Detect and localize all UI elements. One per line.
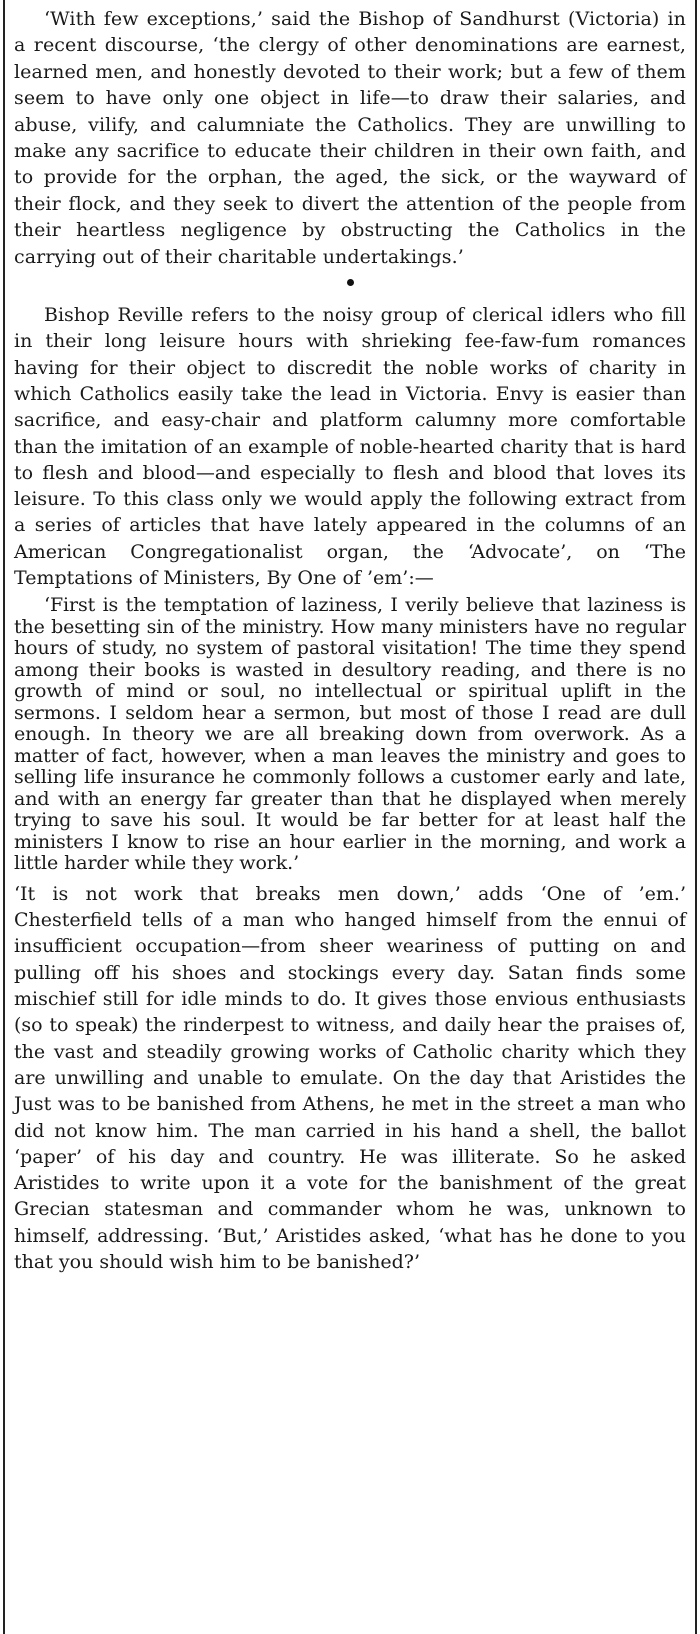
paragraph-bishop-quote: ‘With few exceptions,’ said the Bishop of Sandhurst (Victoria) in a recent discourse, ‘the clergy of other denominations are earnest, learned men, and honestly devoted to their work; but a few of them seem to have only one object in life—to draw their salaries, and abuse, vilify, and calumniate the Catholics. They are unwilling to make any sacrifice to educate their children in their own faith, and to provide for the orphan, the aged, the sick, or the wayward of their flock, and they seek to divert the attention of the people from their heartless negligence by obstructing the Catholics in the carrying out of their charitable undertakings.’ [14,8,686,268]
separator-dot-icon [347,279,354,286]
paragraph-advocate-extract: ‘First is the temptation of laziness, I verily believe that laziness is the besetting sin of the ministry. How many ministers have no regular hours of study, no system of pastoral visitation! The time they spend among their books is wasted in desultory reading, and there is no growth of mind or soul, no intellectual or spiritual uplift in the sermons. I seldom hear a sermon, but most of those I read are dull enough. In theory we are all breaking down from overwork. As a matter of fact, however, when a man leaves the ministry and goes to selling life insurance he commonly follows a customer early and late, and with an energy far greater than that he displayed when merely trying to save his soul. It would be far better for at least half the ministers I know to rise an hour earlier in the morning, and work a little harder while they work.’ [14,594,686,875]
column-rule-right [695,0,697,1634]
paragraph-one-of-em: ‘It is not work that breaks men down,’ adds ‘One of ’em.’ Chesterfield tells of a man who hanged himself from the ennui of insufficient occupation—from sheer weariness of putting on and pulling off his shoes and stockings every day. Satan finds some mischief still for idle minds to do. It gives those envious enthusiasts (so to speak) the rinderpest to witness, and daily hear the praises of, the vast and steadily growing works of Catholic charity which they are unwilling and unable to emulate. On the day that Aristides the Just was to be banished from Athens, he met in the street a man who did not know him. The man carried in his hand a shell, the ballot ‘paper’ of his day and country. He was illiterate. So he asked Aristides to write upon it a vote for the banishment of the great Grecian statesman and commander whom he was, unknown to himself, addressing. ‘But,’ Aristides asked, ‘what has he done to you that you should wish him to be banished?’ [14,882,686,1273]
paragraph-bishop-reville: Bishop Reville refers to the noisy group of clerical idlers who fill in their long leisure hours with shrieking fee-faw-fum romances having for their object to discredit the noble works of charity in which Catholics easily take the lead in Victoria. Envy is easier than sacrifice, and easy-chair and platform calumny more comfortable than the imitation of an example of noble-hearted charity that is hard to flesh and blood—and especially to flesh and blood that loves its leisure. To this class only we would apply the following extract from a series of articles that have lately appeared in the columns of an American Congregationalist organ, the ‘Advocate’, on ‘The Temptations of Ministers, By One of ’em’:— [14,304,686,590]
column-rule-left [3,0,5,1634]
section-separator [14,272,686,292]
